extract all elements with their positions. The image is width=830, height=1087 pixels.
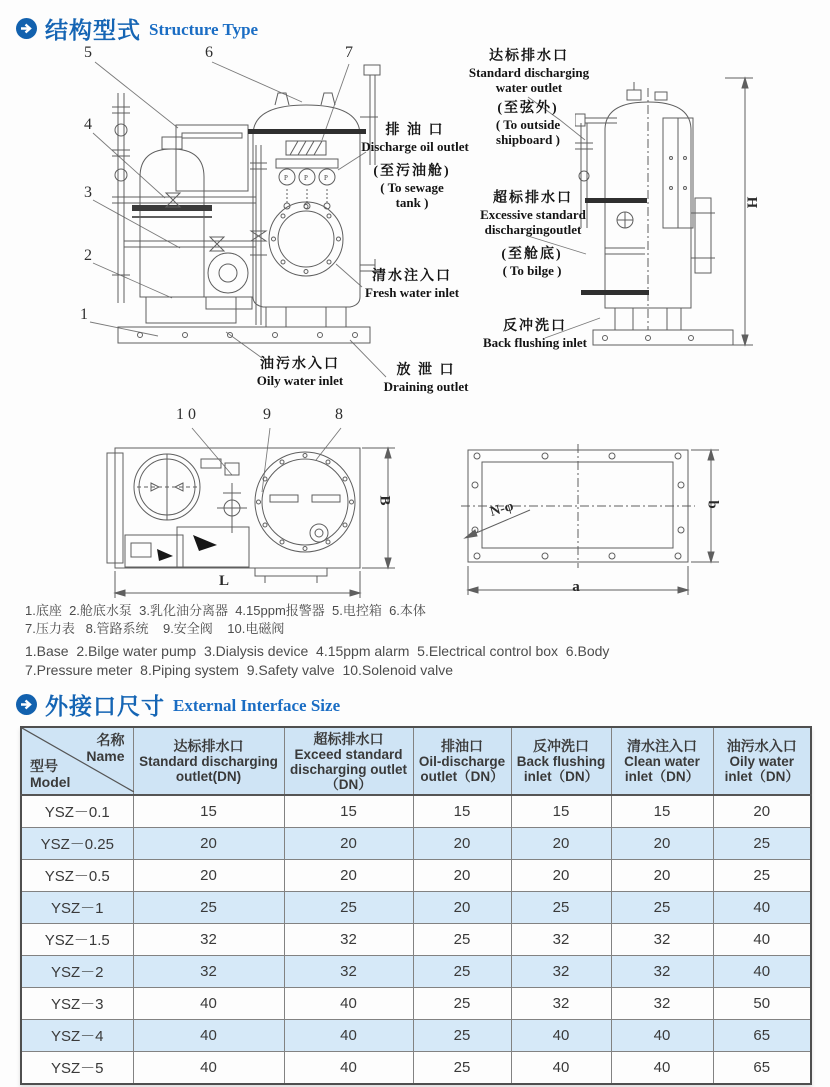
draining-label: [368, 362, 484, 394]
to-outside-zh: (至弦外): [497, 101, 559, 116]
legend-zh-line2: 7.压力表 8.管路系统 9.安全阀 10.电磁阀: [25, 621, 285, 636]
value-cell: 20: [133, 828, 284, 860]
callout-7: 7: [345, 44, 353, 61]
table-row: [21, 828, 811, 860]
value-cell: 25: [511, 892, 611, 924]
legend-en-line1: 1.Base 2.Bilge water pump 3.Dialysis device 4.15ppm alarm 5.Electrical control box 6.Body: [25, 643, 610, 659]
to-bilge-label: [472, 246, 592, 278]
value-cell: 32: [133, 956, 284, 988]
fresh-water-label: [350, 268, 474, 300]
callout-1: 1: [80, 306, 88, 323]
value-cell: 65: [713, 1020, 811, 1052]
legend-en-line2: 7.Pressure meter 8.Piping system 9.Safety valve 10.Solenoid valve: [25, 662, 453, 678]
column-header: 超标排水口 Exceed standard discharging outlet （DN）: [284, 727, 413, 795]
value-cell: 15: [511, 795, 611, 828]
value-cell: 20: [284, 860, 413, 892]
model-cell: YSZ－0.5: [21, 860, 133, 892]
callout-4: 4: [84, 116, 92, 133]
table-row: [21, 795, 811, 828]
table-row: [21, 988, 811, 1020]
dim-H: H: [743, 196, 760, 209]
value-cell: 25: [133, 892, 284, 924]
value-cell: 40: [611, 1052, 713, 1085]
model-cell: YSZ－5: [21, 1052, 133, 1085]
dim-B: B: [376, 495, 393, 506]
value-cell: 20: [413, 892, 511, 924]
value-cell: 32: [133, 924, 284, 956]
value-cell: 20: [611, 828, 713, 860]
value-cell: 32: [511, 956, 611, 988]
fresh-water-en: Fresh water inlet: [364, 285, 460, 300]
value-cell: 20: [413, 860, 511, 892]
legend-zh-line1: 1.底座 2.舱底水泵 3.乳化油分离器 4.15ppm报警器 5.电控箱 6.本体: [25, 603, 426, 618]
value-cell: 32: [611, 956, 713, 988]
column-header: 达标排水口 Standard discharging outlet(DN): [133, 727, 284, 795]
discharge-oil-en: Discharge oil outlet: [361, 139, 469, 154]
standard-discharge-en2: water outlet: [495, 80, 563, 95]
value-cell: 32: [511, 988, 611, 1020]
value-cell: 20: [511, 860, 611, 892]
value-cell: 15: [133, 795, 284, 828]
value-cell: 20: [284, 828, 413, 860]
interface-title-en: External Interface Size: [173, 696, 341, 715]
value-cell: 65: [713, 1052, 811, 1085]
excess-discharge-label: [458, 190, 608, 237]
to-outside-en1: ( To outside: [495, 117, 561, 132]
value-cell: 25: [284, 892, 413, 924]
oily-inlet-en: Oily water inlet: [256, 373, 344, 388]
value-cell: 40: [611, 1020, 713, 1052]
corner-header-cell: [21, 727, 133, 795]
draining-zh: 放 泄 口: [396, 363, 456, 378]
excess-discharge-zh: 超标排水口: [493, 191, 573, 206]
value-cell: 40: [284, 1020, 413, 1052]
value-cell: 40: [284, 988, 413, 1020]
model-cell: YSZ－1.5: [21, 924, 133, 956]
callout-9: 9: [263, 406, 271, 423]
column-header: 清水注入口 Clean water inlet（DN）: [611, 727, 713, 795]
standard-discharge-en1: Standard discharging: [468, 65, 590, 80]
dim-a: a: [572, 579, 580, 595]
model-cell: YSZ－2: [21, 956, 133, 988]
gauge-letter: P: [284, 174, 288, 182]
value-cell: 25: [413, 1020, 511, 1052]
column-header: 排油口 Oil-discharge outlet（DN）: [413, 727, 511, 795]
value-cell: 25: [413, 988, 511, 1020]
header-row: [21, 727, 811, 795]
excess-discharge-en1: Excessive standard: [480, 207, 586, 222]
column-header: 反冲洗口 Back flushing inlet（DN）: [511, 727, 611, 795]
value-cell: 40: [284, 1052, 413, 1085]
corner-name-en: Name: [86, 748, 125, 764]
callout-10: 10: [176, 406, 200, 423]
value-cell: 40: [133, 988, 284, 1020]
dim-L: L: [218, 573, 229, 589]
model-cell: YSZ－0.1: [21, 795, 133, 828]
corner-name-zh: 名称: [96, 732, 125, 748]
to-outside-label: [468, 100, 588, 147]
oily-inlet-zh: 油污水入口: [260, 357, 340, 372]
to-outside-en2: shipboard ): [496, 132, 560, 147]
gauge-letter: P: [304, 174, 308, 182]
value-cell: 20: [713, 795, 811, 828]
corner-model-en: Model: [30, 774, 71, 790]
back-flushing-zh: 反冲洗口: [503, 319, 567, 334]
structure-title-en: Structure Type: [149, 20, 259, 39]
dim-b: b: [704, 500, 721, 509]
oily-inlet-label: [238, 356, 362, 388]
value-cell: 20: [611, 860, 713, 892]
value-cell: 25: [413, 924, 511, 956]
table-row: [21, 924, 811, 956]
value-cell: 20: [413, 828, 511, 860]
to-sewage-en2: tank ): [395, 195, 429, 210]
parts-legend: [25, 602, 609, 680]
structure-title-zh: 结构型式: [45, 17, 141, 43]
discharge-oil-label: [355, 122, 475, 154]
to-bilge-en: ( To bilge ): [502, 263, 562, 278]
model-cell: YSZ－1: [21, 892, 133, 924]
table-body: [21, 795, 811, 1084]
standard-discharge-zh: 达标排水口: [489, 49, 569, 64]
table-row: [21, 860, 811, 892]
value-cell: 15: [284, 795, 413, 828]
dim-n-phi: N-φ: [488, 499, 516, 520]
value-cell: 40: [511, 1052, 611, 1085]
value-cell: 15: [413, 795, 511, 828]
callout-2: 2: [84, 247, 92, 264]
value-cell: 40: [713, 956, 811, 988]
value-cell: 25: [413, 956, 511, 988]
value-cell: 50: [713, 988, 811, 1020]
excess-discharge-en2: dischargingoutlet: [484, 222, 582, 237]
base-plate-drawing: [455, 440, 755, 605]
external-interface-heading: [16, 688, 340, 721]
value-cell: 32: [611, 924, 713, 956]
value-cell: 32: [611, 988, 713, 1020]
callout-6: 6: [205, 44, 213, 61]
table-row: [21, 1020, 811, 1052]
table-row: [21, 1052, 811, 1085]
callout-5: 5: [84, 44, 92, 61]
value-cell: 25: [713, 860, 811, 892]
value-cell: 40: [713, 892, 811, 924]
to-bilge-zh: (至舱底): [501, 247, 563, 262]
table-row: [21, 892, 811, 924]
model-cell: YSZ－4: [21, 1020, 133, 1052]
value-cell: 32: [284, 956, 413, 988]
discharge-oil-zh: 排 油 口: [385, 123, 445, 138]
model-cell: YSZ－3: [21, 988, 133, 1020]
to-sewage-zh: (至污油舱): [373, 164, 451, 179]
back-flushing-label: [460, 318, 610, 350]
column-header: 油污水入口 Oily water inlet（DN）: [713, 727, 811, 795]
value-cell: 25: [611, 892, 713, 924]
value-cell: 40: [713, 924, 811, 956]
callout-3: 3: [84, 184, 92, 201]
standard-discharge-label: [458, 48, 600, 95]
value-cell: 25: [413, 1052, 511, 1085]
to-sewage-en1: ( To sewage: [380, 180, 444, 195]
interface-size-table: [20, 726, 812, 1085]
back-flushing-en: Back flushing inlet: [482, 335, 588, 350]
value-cell: 20: [133, 860, 284, 892]
value-cell: 40: [511, 1020, 611, 1052]
draining-en: Draining outlet: [383, 379, 469, 394]
interface-title-zh: 外接口尺寸: [45, 693, 165, 719]
value-cell: 32: [284, 924, 413, 956]
value-cell: 15: [611, 795, 713, 828]
value-cell: 40: [133, 1020, 284, 1052]
front-view-drawing: [70, 45, 382, 380]
section-bullet-icon: [16, 18, 37, 39]
gauge-letter: P: [324, 174, 328, 182]
value-cell: 32: [511, 924, 611, 956]
model-cell: YSZ－0.25: [21, 828, 133, 860]
fresh-water-zh: 清水注入口: [372, 269, 452, 284]
top-view-drawing: [105, 423, 405, 603]
to-sewage-label: [352, 163, 472, 210]
value-cell: 25: [713, 828, 811, 860]
callout-8: 8: [335, 406, 343, 423]
value-cell: 20: [511, 828, 611, 860]
section-bullet-icon: [16, 694, 37, 715]
value-cell: 40: [133, 1052, 284, 1085]
corner-model-zh: 型号: [30, 758, 58, 774]
table-row: [21, 956, 811, 988]
